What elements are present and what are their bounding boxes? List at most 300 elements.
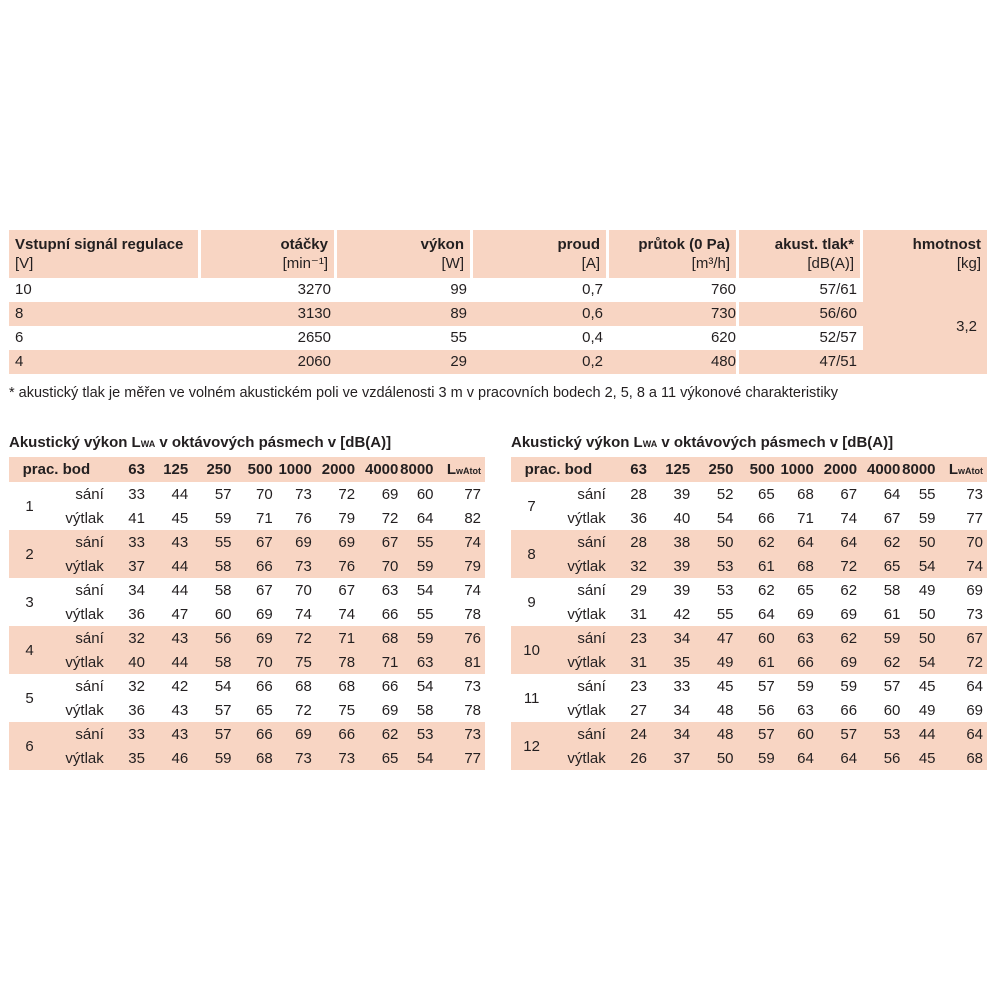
header-title: hmotnost <box>912 236 981 253</box>
total-value: 67 <box>940 626 987 650</box>
band-value: 47 <box>690 626 733 650</box>
band-value: 45 <box>716 677 734 695</box>
spec-cell: 29 <box>337 350 473 374</box>
band-value: 54 <box>214 677 232 695</box>
col-header-point: prac. bod <box>511 457 606 482</box>
band-value: 66 <box>758 509 775 527</box>
band-value: 60 <box>734 626 775 650</box>
col-header-band: 2000 <box>814 457 857 482</box>
point-number: 5 <box>25 689 34 707</box>
band-value: 26 <box>606 746 647 770</box>
header-title: Vstupní signál regulace <box>15 236 184 253</box>
band-value: 64 <box>758 605 775 623</box>
point-number: 8 <box>511 530 552 578</box>
header-unit: [min⁻¹] <box>282 255 328 272</box>
band-value: 65 <box>758 485 775 503</box>
spec-cell: 480 <box>609 350 736 374</box>
band-value: 55 <box>188 530 231 554</box>
band-value: 57 <box>734 722 775 746</box>
band-value: 43 <box>145 626 188 650</box>
spec-header-signal <box>9 230 201 278</box>
band-value: 54 <box>416 677 434 695</box>
row-label: sání <box>552 722 606 746</box>
title-subscript: WA <box>140 439 156 449</box>
band-value: 63 <box>775 626 814 650</box>
band-value: 53 <box>398 722 437 746</box>
total-subscript: wAtot <box>958 466 983 476</box>
band-value: 53 <box>716 581 734 599</box>
spec-cell: 52/57 <box>736 326 863 350</box>
spec-cell: 2650 <box>297 329 331 346</box>
col-header-total <box>438 457 485 482</box>
band-value: 62 <box>734 530 775 554</box>
spec-row <box>9 278 863 302</box>
band-value: 44 <box>145 650 188 674</box>
total-value: 73 <box>966 605 983 623</box>
band-value: 69 <box>381 485 399 503</box>
band-value: 59 <box>398 626 437 650</box>
total-value: 77 <box>438 746 485 770</box>
band-value: 65 <box>857 554 900 578</box>
band-value: 43 <box>171 701 189 719</box>
band-value: 34 <box>128 581 145 599</box>
band-value: 54 <box>398 746 437 770</box>
point-number: 4 <box>9 626 50 674</box>
total-value: 81 <box>438 650 485 674</box>
spec-header-power <box>337 230 473 278</box>
band-value: 67 <box>355 530 398 554</box>
row-label: sání <box>50 530 104 554</box>
row-label: sání <box>50 626 104 650</box>
band-value: 45 <box>918 677 936 695</box>
header-title: akust. tlak* <box>774 236 854 253</box>
title-text: v oktávových pásmech v [dB(A)] <box>155 434 392 451</box>
band-value: 24 <box>606 722 647 746</box>
spec-cell: 2060 <box>201 350 337 374</box>
header-title: výkon <box>420 236 464 253</box>
band-value: 41 <box>128 509 145 527</box>
acoustic-row <box>9 602 485 626</box>
point-number: 7 <box>527 497 536 515</box>
band-value: 32 <box>606 554 647 578</box>
band-value: 62 <box>857 650 900 674</box>
band-value: 66 <box>232 554 273 578</box>
col-header-band: 500 <box>232 457 273 482</box>
band-value: 62 <box>758 581 775 599</box>
acoustic-title <box>511 433 987 457</box>
band-value: 67 <box>840 485 858 503</box>
spec-cell: 730 <box>609 302 736 326</box>
band-value: 36 <box>128 605 145 623</box>
total-value: 64 <box>940 722 987 746</box>
band-value: 57 <box>188 722 231 746</box>
col-header-band: 63 <box>606 457 647 482</box>
acoustic-row <box>511 506 987 530</box>
band-value: 69 <box>797 605 814 623</box>
acoustic-row <box>511 746 987 770</box>
spec-cell: 47/51 <box>736 350 863 374</box>
acoustic-row <box>511 626 987 650</box>
acoustic-table-left <box>9 457 485 770</box>
band-value: 68 <box>338 677 356 695</box>
band-value: 74 <box>338 605 356 623</box>
band-value: 42 <box>673 605 691 623</box>
row-label: výtlak <box>567 701 606 719</box>
band-value: 49 <box>690 650 733 674</box>
band-value: 59 <box>188 746 231 770</box>
band-value: 72 <box>814 554 857 578</box>
row-label: výtlak <box>50 554 104 578</box>
point-number: 10 <box>511 626 552 674</box>
spec-rows <box>9 278 863 374</box>
acoustic-row <box>511 602 987 626</box>
band-value: 62 <box>840 581 858 599</box>
col-header-band: 1000 <box>775 457 814 482</box>
row-label: výtlak <box>567 509 606 527</box>
band-value: 33 <box>104 722 145 746</box>
band-value: 43 <box>145 530 188 554</box>
band-value: 67 <box>883 509 901 527</box>
band-value: 50 <box>900 530 939 554</box>
band-value: 23 <box>606 626 647 650</box>
band-value: 66 <box>381 605 399 623</box>
band-value: 54 <box>716 509 734 527</box>
acoustic-row <box>9 674 485 698</box>
band-value: 66 <box>381 677 399 695</box>
row-label: sání <box>577 485 606 503</box>
col-header-band: 63 <box>104 457 145 482</box>
band-value: 67 <box>338 581 356 599</box>
acoustic-row <box>511 482 987 506</box>
band-value: 61 <box>734 554 775 578</box>
spec-cell: 3130 <box>201 302 337 326</box>
total-value: 82 <box>464 509 481 527</box>
band-value: 58 <box>214 581 232 599</box>
band-value: 70 <box>232 650 273 674</box>
band-value: 73 <box>273 554 312 578</box>
band-value: 66 <box>232 722 273 746</box>
band-value: 55 <box>416 605 434 623</box>
band-value: 70 <box>295 581 312 599</box>
spec-cell: 0,4 <box>582 329 603 346</box>
band-value: 57 <box>214 485 232 503</box>
band-value: 48 <box>690 722 733 746</box>
acoustic-title <box>9 433 485 457</box>
total-value: 64 <box>966 677 983 695</box>
point-number: 1 <box>25 497 34 515</box>
spec-cell: 0,2 <box>473 350 609 374</box>
band-value: 45 <box>900 746 939 770</box>
col-header-band: 250 <box>188 457 231 482</box>
spec-cell: 89 <box>337 302 473 326</box>
acoustic-row <box>9 746 485 770</box>
row-label: výtlak <box>50 746 104 770</box>
band-value: 76 <box>295 509 312 527</box>
band-value: 71 <box>256 509 273 527</box>
row-label: výtlak <box>65 605 104 623</box>
spec-cell: 6 <box>15 329 24 346</box>
band-value: 40 <box>104 650 145 674</box>
band-value: 61 <box>734 650 775 674</box>
band-value: 34 <box>647 722 690 746</box>
spec-cell: 56/60 <box>736 302 863 326</box>
spec-cell: 760 <box>710 281 736 298</box>
col-header-point: prac. bod <box>9 457 104 482</box>
band-value: 60 <box>416 485 434 503</box>
row-label: sání <box>75 485 104 503</box>
acoustic-row <box>9 506 485 530</box>
band-value: 68 <box>232 746 273 770</box>
row-label: výtlak <box>567 605 606 623</box>
band-value: 29 <box>630 581 647 599</box>
header-unit: [A] <box>581 255 600 272</box>
band-value: 70 <box>256 485 273 503</box>
band-value: 53 <box>857 722 900 746</box>
band-value: 62 <box>814 626 857 650</box>
row-label: sání <box>50 722 104 746</box>
band-value: 69 <box>840 605 858 623</box>
header-unit: [V] <box>15 255 34 272</box>
point-number: 6 <box>9 722 50 770</box>
band-value: 33 <box>673 677 691 695</box>
band-value: 66 <box>775 650 814 674</box>
point-number: 12 <box>511 722 552 770</box>
col-header-band: 125 <box>145 457 188 482</box>
band-value: 62 <box>355 722 398 746</box>
band-value: 64 <box>775 746 814 770</box>
band-value: 65 <box>797 581 814 599</box>
acoustic-row <box>511 530 987 554</box>
acoustic-row <box>9 578 485 602</box>
acoustic-row <box>9 650 485 674</box>
band-value: 63 <box>381 581 399 599</box>
band-value: 61 <box>883 605 901 623</box>
acoustic-row <box>9 626 485 650</box>
acoustic-row <box>9 482 485 506</box>
total-value: 73 <box>438 722 485 746</box>
band-value: 58 <box>188 650 231 674</box>
band-value: 69 <box>273 722 312 746</box>
band-value: 74 <box>295 605 312 623</box>
band-value: 31 <box>606 650 647 674</box>
row-label: sání <box>75 581 104 599</box>
title-subscript: WA <box>642 439 658 449</box>
band-value: 57 <box>883 677 901 695</box>
point-number: 2 <box>9 530 50 578</box>
total-subscript: wAtot <box>456 466 481 476</box>
band-value: 44 <box>900 722 939 746</box>
band-value: 33 <box>104 530 145 554</box>
col-header-band: 8000 <box>900 457 939 482</box>
band-value: 36 <box>128 701 145 719</box>
band-value: 57 <box>758 677 775 695</box>
row-label: sání <box>577 581 606 599</box>
band-value: 69 <box>312 530 355 554</box>
band-value: 45 <box>171 509 189 527</box>
band-value: 78 <box>312 650 355 674</box>
band-value: 63 <box>398 650 437 674</box>
spec-cell: 620 <box>710 329 736 346</box>
band-value: 59 <box>797 677 814 695</box>
total-value: 78 <box>464 605 481 623</box>
band-value: 35 <box>647 650 690 674</box>
band-value: 34 <box>673 701 691 719</box>
col-header-band: 1000 <box>273 457 312 482</box>
spec-cell: 3270 <box>297 281 331 298</box>
total-value: 74 <box>940 554 987 578</box>
row-label: sání <box>552 626 606 650</box>
spec-row <box>9 350 863 374</box>
total-value: 69 <box>966 581 983 599</box>
band-value: 64 <box>883 485 901 503</box>
spec-cell: 99 <box>450 281 467 298</box>
total-value: 77 <box>464 485 481 503</box>
band-value: 39 <box>673 485 691 503</box>
band-value: 48 <box>716 701 734 719</box>
total-value: 74 <box>438 530 485 554</box>
spec-header-weight <box>863 230 987 278</box>
acoustic-header-row <box>9 457 485 482</box>
spec-header-current <box>473 230 609 278</box>
band-value: 37 <box>104 554 145 578</box>
band-value: 57 <box>214 701 232 719</box>
band-value: 56 <box>758 701 775 719</box>
band-value: 69 <box>381 701 399 719</box>
band-value: 72 <box>273 626 312 650</box>
header-unit: [dB(A)] <box>807 255 854 272</box>
spec-header-rpm <box>201 230 337 278</box>
band-value: 63 <box>797 701 814 719</box>
acoustic-table-left-block <box>9 433 485 770</box>
point-number: 3 <box>25 593 34 611</box>
band-value: 59 <box>214 509 232 527</box>
band-value: 54 <box>416 581 434 599</box>
row-label: výtlak <box>65 509 104 527</box>
acoustic-row <box>9 554 485 578</box>
total-value: 74 <box>464 581 481 599</box>
band-value: 28 <box>630 485 647 503</box>
spec-body <box>9 278 987 374</box>
band-value: 67 <box>232 530 273 554</box>
band-value: 72 <box>338 485 356 503</box>
band-value: 38 <box>647 530 690 554</box>
band-value: 43 <box>145 722 188 746</box>
band-value: 64 <box>416 509 434 527</box>
band-value: 79 <box>338 509 356 527</box>
total-value: 79 <box>438 554 485 578</box>
total-value: 77 <box>966 509 983 527</box>
spec-cell: 10 <box>15 281 32 298</box>
acoustic-table-right-block <box>511 433 987 770</box>
band-value: 54 <box>900 554 939 578</box>
row-label: výtlak <box>65 701 104 719</box>
band-value: 33 <box>128 485 145 503</box>
band-value: 54 <box>900 650 939 674</box>
band-value: 50 <box>690 530 733 554</box>
band-value: 75 <box>338 701 356 719</box>
acoustic-row <box>511 722 987 746</box>
band-value: 46 <box>145 746 188 770</box>
band-value: 60 <box>775 722 814 746</box>
row-label: výtlak <box>552 746 606 770</box>
spec-cell: 57/61 <box>736 278 863 302</box>
spec-row <box>9 302 863 326</box>
title-text: Akustický výkon L <box>511 434 643 451</box>
band-value: 65 <box>256 701 273 719</box>
band-value: 71 <box>797 509 814 527</box>
weight-value: 3,2 <box>863 278 987 374</box>
band-value: 55 <box>398 530 437 554</box>
title-text: v oktávových pásmech v [dB(A)] <box>657 434 894 451</box>
band-value: 55 <box>716 605 734 623</box>
band-value: 40 <box>673 509 691 527</box>
band-value: 72 <box>295 701 312 719</box>
spec-header-row <box>9 230 987 278</box>
band-value: 35 <box>104 746 145 770</box>
total-label: L <box>446 461 456 478</box>
band-value: 59 <box>734 746 775 770</box>
band-value: 42 <box>171 677 189 695</box>
band-value: 69 <box>273 530 312 554</box>
band-value: 66 <box>840 701 858 719</box>
band-value: 59 <box>840 677 858 695</box>
row-label: sání <box>552 530 606 554</box>
band-value: 49 <box>918 701 936 719</box>
band-value: 58 <box>883 581 901 599</box>
total-value: 70 <box>940 530 987 554</box>
acoustic-row <box>9 722 485 746</box>
acoustic-row <box>9 698 485 722</box>
total-label: L <box>948 461 958 478</box>
total-value: 69 <box>966 701 983 719</box>
band-value: 65 <box>355 746 398 770</box>
band-value: 50 <box>690 746 733 770</box>
total-value: 73 <box>464 677 481 695</box>
band-value: 64 <box>775 530 814 554</box>
band-value: 59 <box>398 554 437 578</box>
band-value: 60 <box>883 701 901 719</box>
spec-row <box>9 326 863 350</box>
acoustic-row <box>511 674 987 698</box>
band-value: 69 <box>256 605 273 623</box>
point-number: 9 <box>527 593 536 611</box>
band-value: 76 <box>312 554 355 578</box>
acoustic-row <box>511 698 987 722</box>
band-value: 58 <box>416 701 434 719</box>
col-header-band: 250 <box>690 457 733 482</box>
band-value: 58 <box>188 554 231 578</box>
band-value: 23 <box>630 677 647 695</box>
band-value: 66 <box>312 722 355 746</box>
point-number: 11 <box>523 689 540 707</box>
band-value: 44 <box>145 554 188 578</box>
band-value: 39 <box>673 581 691 599</box>
band-value: 70 <box>355 554 398 578</box>
band-value: 39 <box>647 554 690 578</box>
band-value: 53 <box>690 554 733 578</box>
band-value: 75 <box>273 650 312 674</box>
spec-cell: 55 <box>450 329 467 346</box>
band-value: 64 <box>814 530 857 554</box>
spec-cell: 8 <box>9 302 201 326</box>
band-value: 73 <box>295 485 312 503</box>
band-value: 56 <box>188 626 231 650</box>
band-value: 27 <box>630 701 647 719</box>
total-value: 73 <box>966 485 983 503</box>
band-value: 71 <box>312 626 355 650</box>
title-text: Akustický výkon L <box>9 434 141 451</box>
band-value: 71 <box>355 650 398 674</box>
